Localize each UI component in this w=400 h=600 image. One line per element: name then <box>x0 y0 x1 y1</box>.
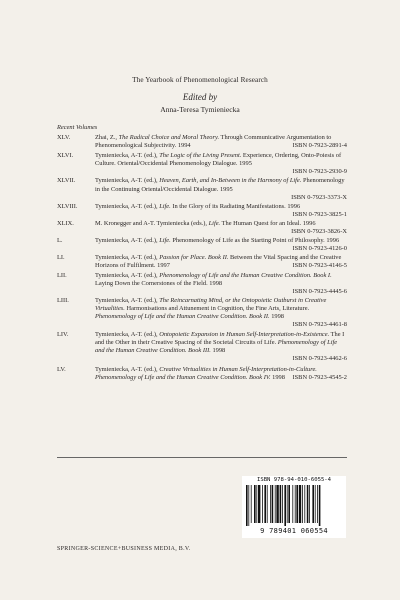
volume-number: LI. <box>57 254 65 262</box>
volume-citation <box>95 220 347 236</box>
volume-text: The I and the Other in their Creative Spacing of the Societal Circuits of Life. <box>95 331 345 347</box>
barcode-bar <box>287 485 288 523</box>
barcode-bar <box>295 485 296 523</box>
volume-citation <box>95 237 347 253</box>
barcode-bar <box>262 485 263 523</box>
series-title: The Yearbook of Phenomenological Research <box>132 76 268 84</box>
volume-text: Between the Vital Spacing and the Creative Horizons of Fulfilment. 1997 <box>95 254 342 270</box>
volume-title-text: The Radical Choice and Moral Theory. <box>118 134 220 141</box>
barcode-bar <box>284 485 286 526</box>
volume-text: Tymieniecka, A-T. (ed.), <box>95 152 160 160</box>
volume-title-text: The Reincarnating Mind, or the Ontopoietic Outburst in Creative Virtualities. <box>95 296 327 312</box>
volume-isbn: ISBN 0-7923-4445-6 <box>292 287 347 295</box>
barcode-bar <box>270 485 271 523</box>
volume-title-text: Creative Virtualities in Human Self-Interpretation-in-Culture. Phenomenology of Life and the Human Creative Condition. Book IV. <box>95 365 317 381</box>
volume-entry <box>57 203 347 219</box>
barcode-bar <box>272 485 274 523</box>
barcode-bar <box>276 485 278 523</box>
volume-text: 1998 <box>270 373 285 381</box>
volume-citation <box>95 152 347 176</box>
volume-isbn: ISBN 0-7923-2891-4 <box>292 142 347 150</box>
volume-text: Phenomenology of Life as the Starting Point of Philosophy. 1996 <box>170 237 340 245</box>
barcode-bar <box>299 485 301 523</box>
volume-number: XLVIII. <box>57 202 78 210</box>
barcode-bar <box>302 485 303 523</box>
volume-isbn: ISBN 0-7923-3373-X <box>291 193 347 201</box>
barcode-bar <box>307 485 309 523</box>
volume-text: 1998 <box>269 312 284 320</box>
volume-title-text: Phenomenology of Life and the Human Creative Condition. Book I. <box>159 271 332 279</box>
volume-entry <box>57 297 347 329</box>
barcode-isbn-label: ISBN 978-94-010-6055-4 <box>256 477 332 483</box>
barcode-bar <box>256 485 257 523</box>
volume-text: Tymieniecka, A-T. (ed.), <box>95 202 160 210</box>
volume-title-text: Life. <box>159 202 171 210</box>
volume-isbn: ISBN 0-7923-4462-6 <box>292 355 347 363</box>
barcode-bar <box>254 485 256 523</box>
volume-entry <box>57 366 347 382</box>
volume-number: LV. <box>57 365 66 373</box>
volume-number: LIII. <box>57 296 69 304</box>
editor-name: Anna-Teresa Tymieniecka <box>160 105 240 114</box>
barcode-bar <box>280 485 282 523</box>
volume-title-text: The Logic of the Living Present. <box>159 152 242 160</box>
barcode-bar <box>312 485 314 523</box>
barcode-bar <box>309 485 310 523</box>
volume-text: Harmonisations and Attunement in Cognition, the Fine Arts, Literature. <box>124 304 310 312</box>
barcode-bar <box>275 485 276 523</box>
volume-title-text: Passion for Place. Book II. <box>159 254 229 262</box>
volume-isbn: ISBN 0-7923-4461-8 <box>292 321 347 329</box>
volume-title-text: Phenomenology of Life and the Human Creative Condition. Book II. <box>95 312 270 320</box>
volume-entry <box>57 134 347 150</box>
volume-text: Tymieniecka, A-T. (ed.), <box>95 254 160 262</box>
volume-isbn: ISBN 0-7923-4545-2 <box>292 373 347 381</box>
volume-citation <box>95 254 347 270</box>
volume-text: Tymieniecka, A-T. (ed.), <box>95 365 160 373</box>
barcode-bar <box>251 485 252 523</box>
volume-citation <box>95 297 347 329</box>
barcode-bar <box>315 485 316 523</box>
barcode-bar <box>248 485 249 526</box>
volume-title-text: Ontopoietic Expansion in Human Self-Interpretation-in-Existence. <box>159 331 330 339</box>
volume-entry <box>57 177 347 201</box>
volume-isbn: ISBN 0-7923-4126-0 <box>292 245 347 253</box>
volume-number: XLVII. <box>57 177 76 185</box>
volume-entry <box>57 254 347 270</box>
volume-text: M. Kronegger and A-T. Tymieniecka (eds.), <box>95 219 209 227</box>
volume-entry <box>57 331 347 363</box>
volume-number: LIV. <box>57 331 69 339</box>
volume-number: XLIX. <box>57 219 74 227</box>
volume-isbn: ISBN 0-7923-3826-X <box>291 228 347 236</box>
volume-list <box>57 133 347 382</box>
volume-text: Tymieniecka, A-T. (ed.), <box>95 237 160 245</box>
barcode-bar <box>288 485 290 523</box>
volume-entry <box>57 272 347 296</box>
volume-text: The Human Quest for an Ideal. 1996 <box>220 219 316 227</box>
volume-isbn: ISBN 0-7923-2930-9 <box>292 168 347 176</box>
volume-citation <box>95 366 347 382</box>
isbn-barcode <box>242 476 346 538</box>
barcode-bar <box>246 485 248 526</box>
volume-number: XLVI. <box>57 152 74 160</box>
volume-text: Experience, Ordering, Onto-Poiesis of Culture. Oriental/Occidental Phenomenology Dialogue. 1995 <box>95 152 342 168</box>
volume-number: L. <box>57 237 63 245</box>
volume-text: In the Glory of its Radiating Manifestations. 1996 <box>170 202 301 210</box>
volume-citation <box>95 272 347 296</box>
volume-title-text: Phenomenology of Life and the Human Creative Condition. Book III. <box>95 339 338 355</box>
volume-text: Tymieniecka, A-T. (ed.), <box>95 177 160 185</box>
barcode-bar <box>304 485 305 523</box>
barcode-bar <box>317 485 318 523</box>
volume-isbn: ISBN 0-7923-4146-5 <box>292 262 347 270</box>
barcode-bar <box>258 485 260 523</box>
volume-entry <box>57 152 347 176</box>
barcode-bar <box>267 485 268 523</box>
barcode-bar <box>264 485 266 523</box>
volume-title-text: Heaven, Earth, and In-Between in the Harmony of Life. <box>159 177 302 185</box>
volume-citation <box>95 134 347 150</box>
volume-text: Phenomenology in the Continuing Oriental/Occidental Dialogue. 1995 <box>95 177 345 193</box>
edited-by-label: Edited by <box>182 92 218 102</box>
volume-number: LII. <box>57 271 67 279</box>
barcode-bar <box>292 485 293 523</box>
recent-volumes-label: Recent Volumes <box>57 124 98 131</box>
volume-text: Laying Down the Cornerstones of the Field. 1998 <box>95 279 223 287</box>
divider-rule <box>57 457 347 458</box>
volume-citation <box>95 203 347 219</box>
publisher-name: SPRINGER-SCIENCE+BUSINESS MEDIA, B.V. <box>57 546 191 552</box>
barcode-bar <box>296 485 298 523</box>
volume-title-text: Life. <box>159 237 171 245</box>
barcode-bar <box>282 485 283 523</box>
volume-text: Tymieniecka, A-T. (ed.), <box>95 271 160 279</box>
volume-entry <box>57 237 347 253</box>
volume-citation <box>95 331 347 363</box>
volume-title-text: Life. <box>208 219 221 227</box>
volume-text: Zhai, Z., <box>95 134 119 141</box>
volume-text: Tymieniecka, A-T. (ed.), <box>95 331 160 339</box>
barcode-bars <box>246 485 342 526</box>
barcode-number: 9 789401 060554 <box>260 527 328 535</box>
volume-text: 1998 <box>210 347 226 355</box>
volume-isbn: ISBN 0-7923-3825-1 <box>292 210 347 218</box>
barcode-bar <box>319 485 321 526</box>
volume-citation <box>95 177 347 201</box>
volume-text: Tymieniecka, A-T. (ed.), <box>95 296 160 304</box>
volume-entry <box>57 220 347 236</box>
volume-text: Through Communicative Argumentation to Phenomenological Subjectivity. 1994 <box>95 134 332 150</box>
volume-number: XLV. <box>57 134 71 141</box>
